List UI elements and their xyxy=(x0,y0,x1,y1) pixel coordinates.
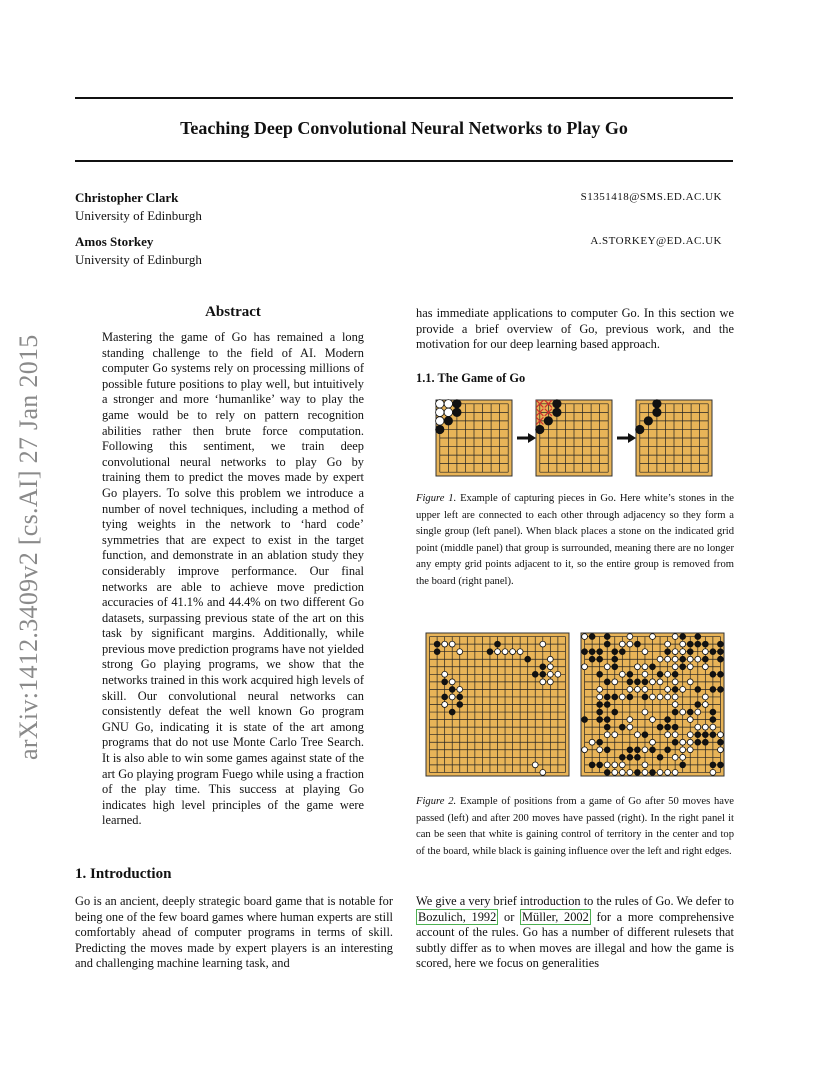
author-1-affiliation: University of Edinburgh xyxy=(75,208,202,223)
black-stone xyxy=(604,747,610,753)
white-stone xyxy=(642,747,648,753)
arxiv-stamp[interactable]: arXiv:1412.3409v2 [cs.AI] 27 Jan 2015 xyxy=(14,334,43,760)
black-stone xyxy=(444,417,452,425)
white-stone xyxy=(547,656,553,662)
white-stone xyxy=(642,709,648,715)
white-stone xyxy=(702,649,708,655)
black-stone xyxy=(680,634,686,640)
black-stone xyxy=(635,770,641,776)
white-stone xyxy=(597,694,603,700)
black-stone xyxy=(434,641,440,647)
black-stone xyxy=(687,709,693,715)
black-stone xyxy=(718,641,724,647)
black-stone xyxy=(672,709,678,715)
white-stone xyxy=(619,762,625,768)
black-stone xyxy=(582,717,588,723)
white-stone xyxy=(657,679,663,685)
arrow-icon xyxy=(628,433,636,443)
white-stone xyxy=(540,641,546,647)
white-stone xyxy=(665,671,671,677)
white-stone xyxy=(695,656,701,662)
white-stone xyxy=(695,724,701,730)
white-stone xyxy=(532,762,538,768)
black-stone xyxy=(672,724,678,730)
black-stone xyxy=(597,649,603,655)
white-stone xyxy=(650,679,656,685)
white-stone xyxy=(642,770,648,776)
white-stone xyxy=(444,400,452,408)
white-stone xyxy=(665,770,671,776)
black-stone xyxy=(540,664,546,670)
rules-text-2: or xyxy=(498,909,521,924)
white-stone xyxy=(687,679,693,685)
black-stone xyxy=(695,739,701,745)
white-stone xyxy=(680,709,686,715)
white-stone xyxy=(642,762,648,768)
white-stone xyxy=(547,664,553,670)
white-stone xyxy=(540,770,546,776)
white-stone xyxy=(619,770,625,776)
white-stone xyxy=(619,641,625,647)
citation-muller[interactable]: Müller, 2002 xyxy=(522,909,589,924)
white-stone xyxy=(547,679,553,685)
white-stone xyxy=(449,694,455,700)
citation-bozulich[interactable]: Bozulich, 1992 xyxy=(418,909,497,924)
white-stone xyxy=(502,649,508,655)
black-stone xyxy=(453,400,461,408)
black-stone xyxy=(553,408,561,416)
white-stone xyxy=(672,649,678,655)
black-stone xyxy=(442,679,448,685)
black-stone xyxy=(604,724,610,730)
black-stone xyxy=(665,717,671,723)
figure-1-caption-text: Example of capturing pieces in Go. Here white’s stones in the upper left are connected to each other through adjacency so they form a single group (left panel). When black places a stone on the indicated grid point (middle panel) that group is surrounded, meaning there are no longer any empty grid points adjacent to it, so the entire group is removed from the board (right panel). xyxy=(416,493,734,587)
author-2-email[interactable]: A.STORKEY@ED.AC.UK xyxy=(590,235,722,247)
black-stone xyxy=(653,408,661,416)
white-stone xyxy=(665,694,671,700)
white-stone xyxy=(672,754,678,760)
white-stone xyxy=(702,664,708,670)
white-stone xyxy=(582,664,588,670)
white-stone xyxy=(442,702,448,708)
white-stone xyxy=(627,770,633,776)
white-stone xyxy=(650,717,656,723)
black-stone xyxy=(582,649,588,655)
black-stone xyxy=(657,754,663,760)
author-2-name: Amos Storkey xyxy=(75,234,154,249)
black-stone xyxy=(710,671,716,677)
black-stone xyxy=(695,634,701,640)
white-stone xyxy=(672,656,678,662)
white-stone xyxy=(650,739,656,745)
author-1-name: Christopher Clark xyxy=(75,190,179,205)
black-stone xyxy=(710,717,716,723)
white-stone xyxy=(642,649,648,655)
black-stone xyxy=(627,694,633,700)
black-stone xyxy=(612,694,618,700)
white-stone xyxy=(540,679,546,685)
black-stone xyxy=(597,656,603,662)
black-stone xyxy=(702,739,708,745)
white-stone xyxy=(436,400,444,408)
title-top-rule xyxy=(75,97,733,99)
black-stone xyxy=(597,739,603,745)
white-stone xyxy=(680,747,686,753)
black-stone xyxy=(642,679,648,685)
white-stone xyxy=(710,770,716,776)
black-stone xyxy=(457,702,463,708)
white-stone xyxy=(627,634,633,640)
black-stone xyxy=(619,649,625,655)
white-stone xyxy=(672,732,678,738)
white-stone xyxy=(495,649,501,655)
white-stone xyxy=(604,762,610,768)
white-stone xyxy=(582,634,588,640)
black-stone xyxy=(589,656,595,662)
white-stone xyxy=(442,671,448,677)
figure-1-caption xyxy=(416,491,734,590)
black-stone xyxy=(604,702,610,708)
white-stone xyxy=(702,702,708,708)
white-stone xyxy=(672,694,678,700)
black-stone xyxy=(612,649,618,655)
black-stone xyxy=(657,724,663,730)
white-stone xyxy=(642,671,648,677)
black-stone xyxy=(710,687,716,693)
white-stone xyxy=(642,687,648,693)
black-stone xyxy=(544,417,552,425)
white-stone xyxy=(449,679,455,685)
black-stone xyxy=(702,732,708,738)
black-stone xyxy=(672,739,678,745)
black-stone xyxy=(650,664,656,670)
board-panel-right xyxy=(636,400,712,476)
black-stone xyxy=(710,762,716,768)
white-stone xyxy=(650,694,656,700)
author-2 xyxy=(75,233,202,269)
black-stone xyxy=(453,408,461,416)
white-stone xyxy=(672,679,678,685)
white-stone xyxy=(635,687,641,693)
black-stone xyxy=(449,709,455,715)
black-stone xyxy=(695,732,701,738)
white-stone xyxy=(657,770,663,776)
white-stone xyxy=(436,417,444,425)
white-stone xyxy=(627,724,633,730)
white-stone xyxy=(517,649,523,655)
black-stone xyxy=(680,664,686,670)
black-stone xyxy=(695,687,701,693)
black-stone xyxy=(525,656,531,662)
black-stone xyxy=(442,694,448,700)
black-stone xyxy=(532,671,538,677)
white-stone xyxy=(442,641,448,647)
white-stone xyxy=(657,694,663,700)
black-stone xyxy=(536,425,544,433)
white-stone xyxy=(589,739,595,745)
board-panel-left xyxy=(436,400,512,476)
white-stone xyxy=(597,687,603,693)
white-stone xyxy=(687,732,693,738)
black-stone xyxy=(718,671,724,677)
black-stone xyxy=(680,656,686,662)
board-move-50 xyxy=(426,633,569,776)
black-stone xyxy=(710,649,716,655)
figure-1 xyxy=(416,398,734,478)
intro-heading: 1. Introduction xyxy=(75,866,172,882)
white-stone xyxy=(702,694,708,700)
black-stone xyxy=(672,671,678,677)
black-stone xyxy=(589,634,595,640)
black-stone xyxy=(619,724,625,730)
white-stone xyxy=(672,634,678,640)
subsection-heading: 1.1. The Game of Go xyxy=(416,371,526,385)
black-stone xyxy=(597,702,603,708)
white-stone xyxy=(444,408,452,416)
black-stone xyxy=(434,649,440,655)
white-stone xyxy=(449,641,455,647)
white-stone xyxy=(642,664,648,670)
white-stone xyxy=(710,724,716,730)
black-stone xyxy=(635,754,641,760)
black-stone xyxy=(457,694,463,700)
black-stone xyxy=(436,425,444,433)
black-stone xyxy=(589,649,595,655)
board-move-200 xyxy=(581,633,724,776)
black-stone xyxy=(695,641,701,647)
black-stone xyxy=(718,656,724,662)
white-stone xyxy=(665,687,671,693)
black-stone xyxy=(612,656,618,662)
black-stone xyxy=(687,641,693,647)
figure-2-caption xyxy=(416,794,734,860)
white-stone xyxy=(627,641,633,647)
white-stone xyxy=(672,770,678,776)
black-stone xyxy=(680,762,686,768)
white-stone xyxy=(680,754,686,760)
black-stone xyxy=(597,717,603,723)
intro-text: Go is an ancient, deeply strategic board game that is notable for being one of the few board games where human experts are still comfortably ahead of computer programs in terms of skill. Predicting the moves made by expert players is an interesting and challenging machine learning task, and xyxy=(75,894,393,971)
black-stone xyxy=(665,747,671,753)
white-stone xyxy=(627,717,633,723)
white-stone xyxy=(619,671,625,677)
black-stone xyxy=(642,694,648,700)
white-stone xyxy=(665,732,671,738)
black-stone xyxy=(718,739,724,745)
black-stone xyxy=(650,747,656,753)
black-stone xyxy=(718,762,724,768)
black-stone xyxy=(604,634,610,640)
black-stone xyxy=(495,641,501,647)
paper-title: Teaching Deep Convolutional Neural Networks to Play Go xyxy=(180,118,628,138)
white-stone xyxy=(665,641,671,647)
black-stone xyxy=(627,754,633,760)
black-stone xyxy=(635,641,641,647)
white-stone xyxy=(547,671,553,677)
black-stone xyxy=(657,671,663,677)
black-stone xyxy=(665,724,671,730)
figure-2 xyxy=(416,632,734,777)
author-1-email[interactable]: S1351418@SMS.ED.AC.UK xyxy=(580,191,722,203)
black-stone xyxy=(612,664,618,670)
black-stone xyxy=(718,687,724,693)
white-stone xyxy=(457,649,463,655)
black-stone xyxy=(540,671,546,677)
white-stone xyxy=(619,694,625,700)
black-stone xyxy=(604,641,610,647)
white-stone xyxy=(635,664,641,670)
board-panel-middle xyxy=(536,400,612,476)
black-stone xyxy=(487,649,493,655)
white-stone xyxy=(604,732,610,738)
white-stone xyxy=(680,739,686,745)
white-stone xyxy=(672,664,678,670)
black-stone xyxy=(627,747,633,753)
rules-text-3: for a more comprehensive account of the rules. Go has a number of different rulesets that subtly differ as to when moves are illegal and how the game is scored, here we focus on generalities xyxy=(416,909,734,971)
black-stone xyxy=(687,649,693,655)
black-stone xyxy=(665,649,671,655)
black-stone xyxy=(589,762,595,768)
white-stone xyxy=(687,747,693,753)
black-stone xyxy=(627,671,633,677)
black-stone xyxy=(553,400,561,408)
white-stone xyxy=(457,687,463,693)
author-2-affiliation: University of Edinburgh xyxy=(75,252,202,267)
white-stone xyxy=(672,702,678,708)
black-stone xyxy=(644,417,652,425)
black-stone xyxy=(653,400,661,408)
intro-continued-text: has immediate applications to computer Go. In this section we provide a brief overview of Go, previous work, and the motivation for our deep learning based approach. xyxy=(416,306,734,352)
abstract-heading: Abstract xyxy=(205,304,261,320)
black-stone xyxy=(718,649,724,655)
author-1 xyxy=(75,189,202,225)
black-stone xyxy=(597,709,603,715)
white-stone xyxy=(510,649,516,655)
white-stone xyxy=(687,656,693,662)
white-stone xyxy=(702,724,708,730)
white-stone xyxy=(718,732,724,738)
black-stone xyxy=(635,747,641,753)
white-stone xyxy=(555,671,561,677)
white-stone xyxy=(680,641,686,647)
rules-paragraph xyxy=(416,894,734,972)
black-stone xyxy=(612,709,618,715)
white-stone xyxy=(612,679,618,685)
black-stone xyxy=(604,679,610,685)
black-stone xyxy=(597,762,603,768)
white-stone xyxy=(635,732,641,738)
white-stone xyxy=(657,656,663,662)
black-stone xyxy=(702,656,708,662)
black-stone xyxy=(449,687,455,693)
black-stone xyxy=(702,641,708,647)
white-stone xyxy=(695,709,701,715)
white-stone xyxy=(604,664,610,670)
figure-1-label: Figure 1. xyxy=(416,493,457,504)
white-stone xyxy=(612,762,618,768)
white-stone xyxy=(687,739,693,745)
white-stone xyxy=(612,732,618,738)
title-bottom-rule xyxy=(75,160,733,162)
black-stone xyxy=(604,717,610,723)
black-stone xyxy=(627,679,633,685)
white-stone xyxy=(687,664,693,670)
figure-2-label: Figure 2. xyxy=(416,796,457,807)
black-stone xyxy=(636,425,644,433)
white-stone xyxy=(582,747,588,753)
arrow-icon xyxy=(528,433,536,443)
black-stone xyxy=(635,679,641,685)
white-stone xyxy=(680,649,686,655)
black-stone xyxy=(597,671,603,677)
black-stone xyxy=(619,754,625,760)
black-stone xyxy=(604,770,610,776)
white-stone xyxy=(627,687,633,693)
figure-2-caption-text: Example of positions from a game of Go after 50 moves have passed (left) and after 200 moves have passed (right). In the right panel it can be seen that white is gaining control of territory in the center and top of the board, while black is gaining influence over the left and right edges. xyxy=(416,796,734,857)
black-stone xyxy=(710,709,716,715)
black-stone xyxy=(672,687,678,693)
abstract-text: Mastering the game of Go has remained a long standing challenge to the field of AI. Modern computer Go systems rely on processing millions of possible future positions to play well, but intuitively a stronger and more ‘humanlike’ way to play the game would be to rely on pattern recognition abilities rather then brute force computation. Following this sentiment, we train deep convolutional neural networks to play Go by training them to predict the moves made by expert Go players. To solve this problem we introduce a number of novel techniques, including a method of tying weights in the network to ‘hard code’ symmetries that are expect to exist in the target function, and demonstrate in an ablation study they considerably improve performance. Our final networks are able to achieve move prediction accuracies of 41.1% and 44.4% on two different Go datasets, surpassing previous state of the art on this task by significant margins. Additionally, while previous move prediction programs have not yielded strong Go playing programs, we show that the networks trained in this work acquired high levels of skill. Our convolutional neural networks can consistently defeat the well known Go program GNU Go, indicating it is state of the art among programs that do not use Monte Carlo Tree Search. It is also able to win some games against state of the art Go playing program Fuego while using a fraction of the play time. This success at playing Go indicates high level principles of the game were learned. xyxy=(102,330,364,828)
black-stone xyxy=(710,732,716,738)
white-stone xyxy=(687,717,693,723)
white-stone xyxy=(597,747,603,753)
white-stone xyxy=(650,634,656,640)
white-stone xyxy=(680,687,686,693)
black-stone xyxy=(650,770,656,776)
black-stone xyxy=(695,702,701,708)
white-stone xyxy=(436,408,444,416)
white-stone xyxy=(718,747,724,753)
black-stone xyxy=(642,732,648,738)
rules-text-1: We give a very brief introduction to the rules of Go. We defer to xyxy=(416,894,734,908)
white-stone xyxy=(612,770,618,776)
white-stone xyxy=(665,656,671,662)
black-stone xyxy=(604,694,610,700)
